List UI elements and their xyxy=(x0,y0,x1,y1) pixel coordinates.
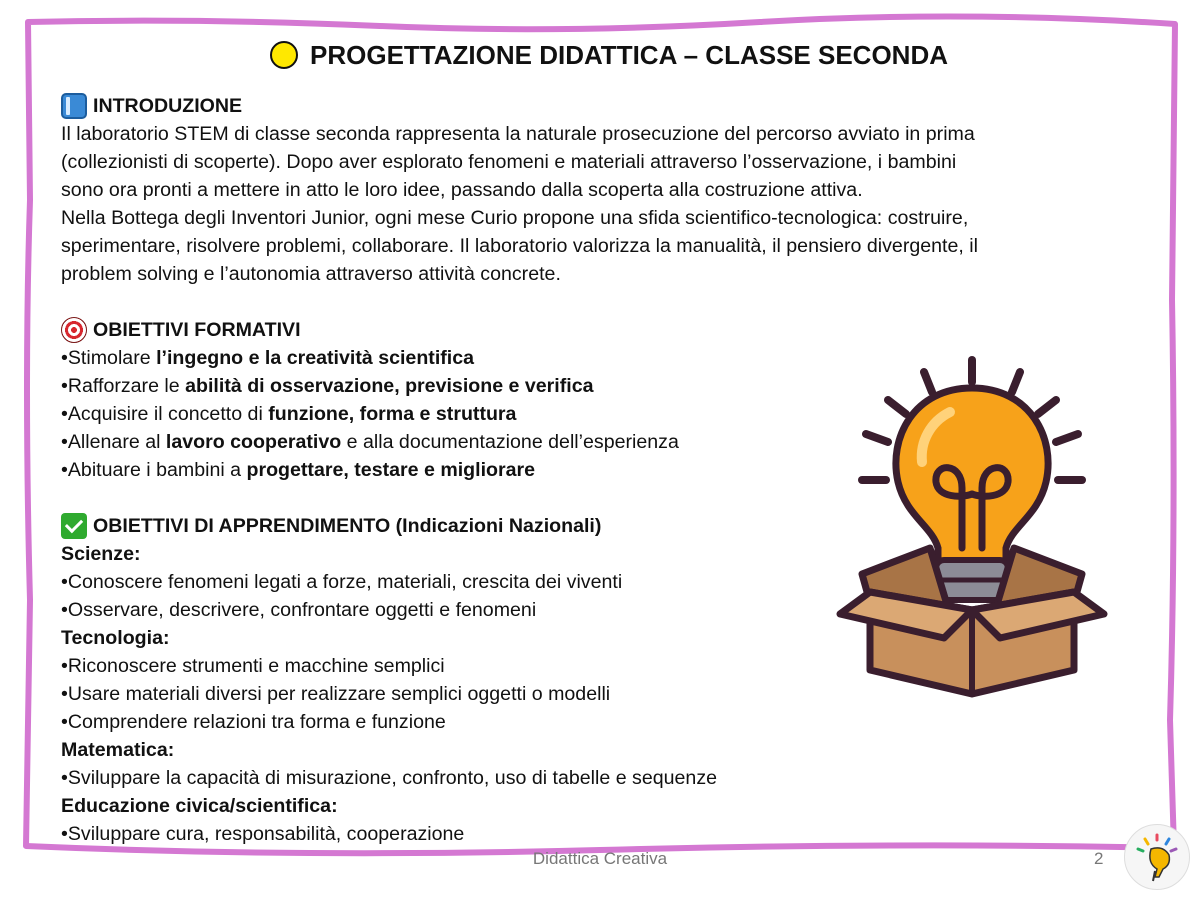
formativi-item-text: •Allenare al xyxy=(61,431,166,453)
intro-heading: INTRODUZIONE xyxy=(93,95,243,117)
lightbulb-box-icon xyxy=(832,352,1112,702)
check-mark-icon xyxy=(61,513,87,539)
subject-title: Matematica: xyxy=(61,739,175,761)
apprendimento-item: •Comprendere relazioni tra forma e funzione xyxy=(61,711,446,733)
slide-title-row xyxy=(270,38,1070,72)
formativi-item-text: •Rafforzare le xyxy=(61,375,186,397)
formativi-heading-row xyxy=(61,316,1141,344)
footer-text: Didattica Creativa xyxy=(532,849,668,868)
apprendimento-item: •Conoscere fenomeni legati a forze, materiali, crescita dei viventi xyxy=(61,571,623,593)
formativi-item-text: •Stimolare xyxy=(61,347,157,369)
subject-title: Educazione civica/scientifica: xyxy=(61,795,338,817)
apprendimento-item: •Sviluppare cura, responsabilità, cooperazione xyxy=(61,823,465,845)
intro-line: Il laboratorio STEM di classe seconda rappresenta la naturale prosecuzione del percorso avviato in prima xyxy=(61,123,975,145)
formativi-heading: OBIETTIVI FORMATIVI xyxy=(93,319,301,341)
formativi-item-bold: lavoro cooperativo xyxy=(165,431,342,453)
didattica-creativa-logo-icon xyxy=(1124,824,1190,890)
apprendimento-item: •Usare materiali diversi per realizzare semplici oggetti o modelli xyxy=(61,683,611,705)
formativi-item-text: •Abituare i bambini a xyxy=(61,459,247,481)
intro-line: sperimentare, risolvere problemi, collaborare. Il laboratorio valorizza la manualità, il pensiero divergente, il xyxy=(61,235,978,257)
target-icon xyxy=(61,317,87,343)
blue-book-icon xyxy=(61,93,87,119)
apprendimento-item: •Riconoscere strumenti e macchine semplici xyxy=(61,655,445,677)
intro-line: sono ora pronti a mettere in atto le loro idee, passando dalla scoperta alla costruzione attiva. xyxy=(61,179,863,201)
intro-line: Nella Bottega degli Inventori Junior, ogni mese Curio propone una sfida scientifico-tecnologica: costruire, xyxy=(61,207,969,229)
yellow-circle-icon xyxy=(270,41,298,69)
formativi-item-text: •Acquisire il concetto di xyxy=(61,403,269,425)
apprendimento-item: •Sviluppare la capacità di misurazione, confronto, uso di tabelle e sequenze xyxy=(61,767,718,789)
slide-title: PROGETTAZIONE DIDATTICA – CLASSE SECONDA xyxy=(310,39,948,70)
intro-paragraph xyxy=(61,120,1141,288)
intro-line: problem solving e l’autonomia attraverso attività concrete. xyxy=(61,263,561,285)
subject-title: Tecnologia: xyxy=(61,627,170,649)
formativi-item-bold: abilità di osservazione, previsione e verifica xyxy=(185,375,594,397)
intro-heading-row xyxy=(61,92,1141,120)
formativi-item-bold: progettare, testare e migliorare xyxy=(246,459,536,481)
intro-line: (collezionisti di scoperte). Dopo aver esplorato fenomeni e materiali attraverso l’osservazione, i bambini xyxy=(61,151,957,173)
formativi-item-text: e alla documentazione dell’esperienza xyxy=(341,431,679,453)
page-number: 2 xyxy=(1094,849,1104,868)
subject-title: Scienze: xyxy=(61,543,141,565)
apprendimento-item: •Osservare, descrivere, confrontare oggetti e fenomeni xyxy=(61,599,537,621)
formativi-item-bold: funzione, forma e struttura xyxy=(268,403,517,425)
formativi-item-bold: l’ingegno e la creatività scientifica xyxy=(156,347,475,369)
apprendimento-heading: OBIETTIVI DI APPRENDIMENTO (Indicazioni Nazionali) xyxy=(93,515,602,537)
